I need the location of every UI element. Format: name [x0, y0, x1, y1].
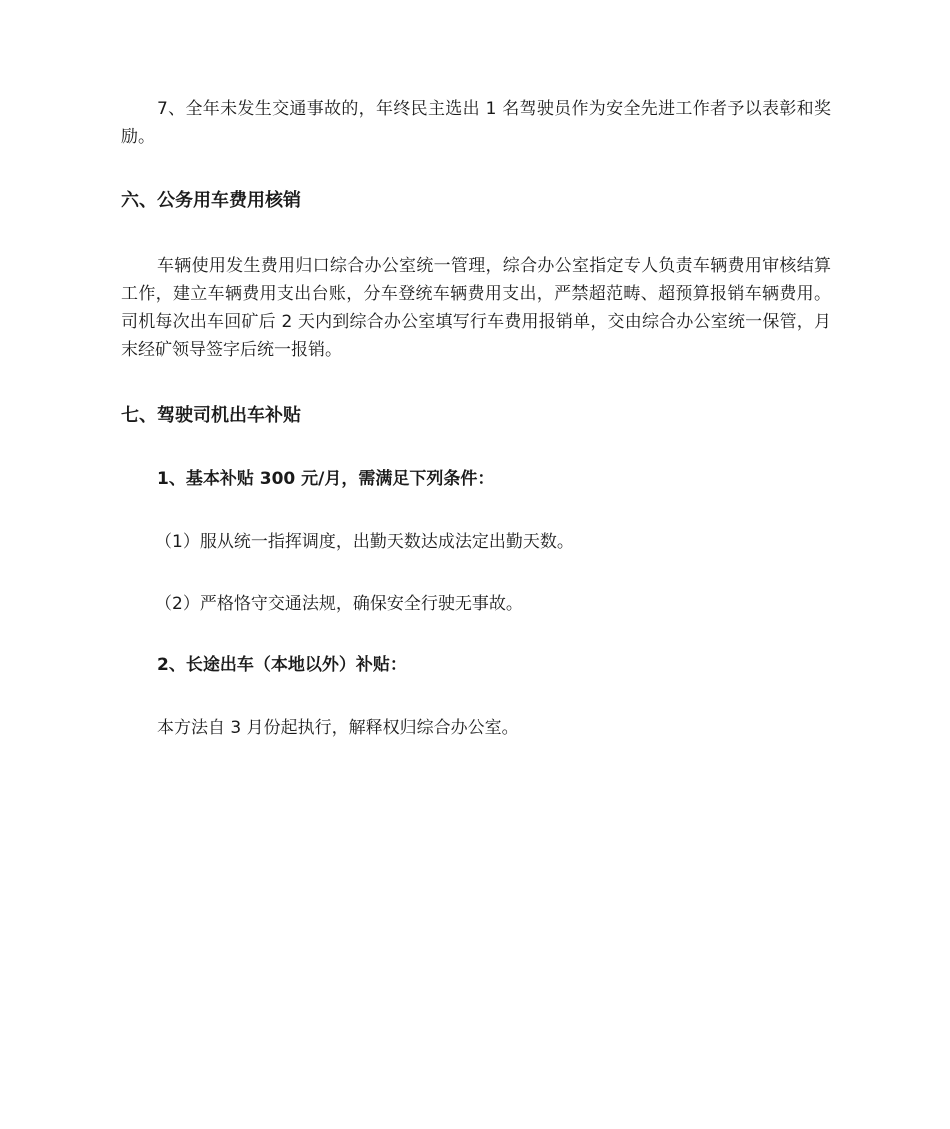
section-heading-6: 六、公务用车费用核销 — [121, 190, 301, 211]
subsection-basic-allowance: 1、基本补贴 300 元/月，需满足下列条件： — [157, 469, 495, 489]
section-6-body: 车辆使用发生费用归口综合办公室统一管理，综合办公室指定专人负责车辆费用审核结算工作，建立车辆费用支出台账，分车登统车辆费用支出，严禁超范畴、超预算报销车辆费用。司机每次出车回矿后 2 天内到综合办公室填写行车费用报销单，交由综合办公室统一保管，月末经矿领导签字后统一报销。 — [121, 256, 831, 360]
condition-item-1: （1）服从统一指挥调度，出勤天数达成法定出勤天数。 — [155, 532, 574, 552]
section-heading-7: 七、驾驶司机出车补贴 — [121, 405, 301, 426]
closing-statement: 本方法自 3 月份起执行，解释权归综合办公室。 — [157, 718, 519, 738]
paragraph-item-7: 7、全年未发生交通事故的，年终民主选出 1 名驾驶员作为安全先进工作者予以表彰和奖励。 — [121, 99, 831, 147]
condition-item-2: （2）严格恪守交通法规，确保安全行驶无事故。 — [155, 594, 523, 614]
subsection-long-distance-allowance: 2、长途出车（本地以外）补贴： — [157, 655, 407, 675]
